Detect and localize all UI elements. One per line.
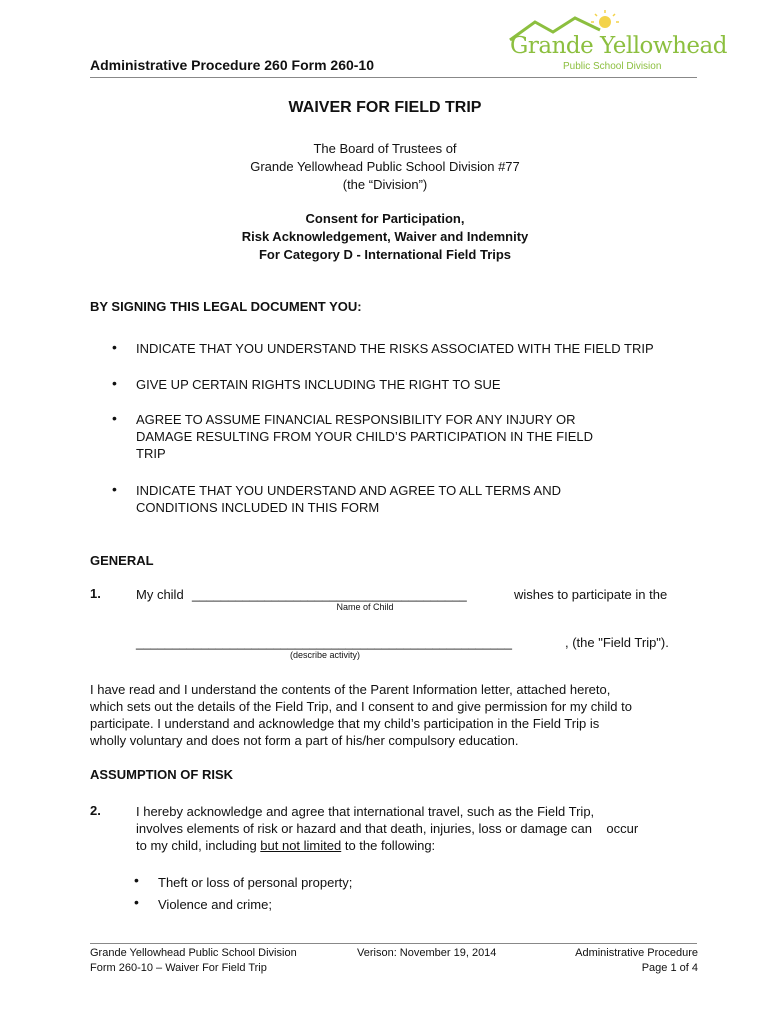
footer-page-number: Page 1 of 4 — [641, 962, 698, 974]
bullet-icon: • — [134, 872, 139, 888]
general-paragraph-3: participate. I understand and acknowledge that my child’s participation in the Field Trip is — [90, 716, 600, 731]
footer-left-1: Grande Yellowhead Public School Division — [90, 947, 297, 959]
risk-line-1: I hereby acknowledge and agree that international travel, such as the Field Trip, — [136, 804, 595, 819]
child-name-caption: Name of Child — [336, 602, 394, 612]
item1-prefix: My child — [136, 587, 184, 602]
board-line-3: (the “Division”) — [342, 177, 428, 192]
logo-name: Grande Yellowhead — [510, 33, 727, 59]
document-title: WAIVER FOR FIELD TRIP — [288, 99, 482, 116]
header-title: Administrative Procedure 260 Form 260-10 — [90, 57, 375, 73]
signing-bullet-3b: DAMAGE RESULTING FROM YOUR CHILD’S PARTICIPATION IN THE FIELD — [136, 429, 593, 444]
underlined-phrase: but not limited — [260, 838, 342, 853]
general-paragraph-4: wholly voluntary and does not form a part of his/her compulsory education. — [90, 733, 519, 748]
footer-right-1: Administrative Procedure — [575, 947, 698, 959]
bullet-icon: • — [112, 339, 117, 355]
child-name-field[interactable]: ______________________________________ — [192, 587, 467, 602]
signing-bullet-2: GIVE UP CERTAIN RIGHTS INCLUDING THE RIGHT TO SUE — [136, 377, 501, 392]
signing-heading: BY SIGNING THIS LEGAL DOCUMENT YOU: — [90, 299, 362, 314]
risk-sub-2: Violence and crime; — [158, 897, 272, 912]
bullet-icon: • — [112, 481, 117, 497]
item-number-1: 1. — [90, 586, 101, 601]
bullet-icon: • — [112, 375, 117, 391]
signing-bullet-3a: AGREE TO ASSUME FINANCIAL RESPONSIBILITY FOR ANY INJURY OR — [136, 412, 576, 427]
activity-suffix: , (the "Field Trip"). — [565, 635, 669, 650]
activity-field[interactable]: ____________________________________________________ — [136, 635, 512, 650]
footer-left-2: Form 260-10 – Waiver For Field Trip — [90, 962, 267, 974]
item1-suffix: wishes to participate in the — [514, 587, 668, 602]
consent-line-2: Risk Acknowledgement, Waiver and Indemnity — [241, 229, 529, 244]
risk-line-3: to my child, including but not limited to the following: — [136, 838, 436, 853]
signing-bullet-4a: INDICATE THAT YOU UNDERSTAND AND AGREE TO ALL TERMS AND — [136, 483, 562, 498]
item-number-2: 2. — [90, 803, 101, 818]
risk-line-2: involves elements of risk or hazard and that death, injuries, loss or damage can occur — [136, 821, 639, 836]
general-paragraph-2: which sets out the details of the Field Trip, and I consent to and give permission for my child to — [90, 699, 632, 714]
signing-bullet-4b: CONDITIONS INCLUDED IN THIS FORM — [136, 500, 380, 515]
general-paragraph-1: I have read and I understand the contents of the Parent Information letter, attached hereto, — [90, 682, 611, 697]
general-heading: GENERAL — [90, 553, 154, 568]
footer-version: Verison: November 19, 2014 — [357, 947, 497, 959]
board-line-2: Grande Yellowhead Public School Division #77 — [250, 159, 520, 174]
signing-bullet-3c: TRIP — [136, 446, 166, 461]
risk-heading: ASSUMPTION OF RISK — [90, 767, 234, 782]
signing-bullet-1: INDICATE THAT YOU UNDERSTAND THE RISKS ASSOCIATED WITH THE FIELD TRIP — [136, 341, 654, 356]
bullet-icon: • — [112, 410, 117, 426]
board-line-1: The Board of Trustees of — [313, 141, 457, 156]
footer-divider — [90, 943, 697, 944]
bullet-icon: • — [134, 894, 139, 910]
risk-sub-1: Theft or loss of personal property; — [158, 875, 353, 890]
consent-line-1: Consent for Participation, — [305, 211, 465, 226]
logo-subtitle: Public School Division — [563, 61, 662, 72]
activity-caption: (describe activity) — [289, 650, 361, 660]
header-divider — [90, 77, 697, 78]
consent-line-3: For Category D - International Field Trips — [258, 247, 512, 262]
